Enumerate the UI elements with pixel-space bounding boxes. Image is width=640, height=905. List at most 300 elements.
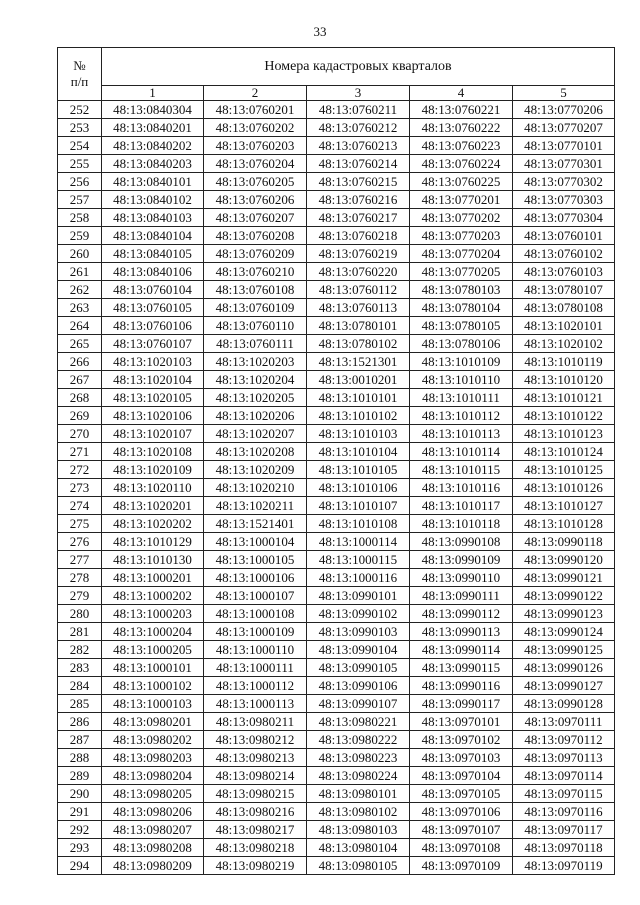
row-number-cell: 294 bbox=[58, 857, 102, 875]
cadastral-number-cell: 48:13:1010107 bbox=[307, 497, 410, 515]
table-row bbox=[58, 299, 615, 317]
row-number-cell: 289 bbox=[58, 767, 102, 785]
cadastral-number-cell: 48:13:0980209 bbox=[102, 857, 204, 875]
cadastral-number-cell: 48:13:1010103 bbox=[307, 425, 410, 443]
cadastral-number-cell: 48:13:0760105 bbox=[102, 299, 204, 317]
cadastral-number-cell: 48:13:0780104 bbox=[410, 299, 513, 317]
table-row bbox=[58, 371, 615, 389]
table-row bbox=[58, 857, 615, 875]
cadastral-number-cell: 48:13:1010106 bbox=[307, 479, 410, 497]
cadastral-number-cell: 48:13:1010125 bbox=[513, 461, 615, 479]
cadastral-number-cell: 48:13:0980223 bbox=[307, 749, 410, 767]
cadastral-number-cell: 48:13:0760216 bbox=[307, 191, 410, 209]
cadastral-number-cell: 48:13:0970103 bbox=[410, 749, 513, 767]
row-number-cell: 281 bbox=[58, 623, 102, 641]
cadastral-number-cell: 48:13:0980211 bbox=[204, 713, 307, 731]
cadastral-number-cell: 48:13:0990106 bbox=[307, 677, 410, 695]
cadastral-number-cell: 48:13:1010124 bbox=[513, 443, 615, 461]
cadastral-number-cell: 48:13:0980203 bbox=[102, 749, 204, 767]
cadastral-number-cell: 48:13:0780106 bbox=[410, 335, 513, 353]
row-number-cell: 257 bbox=[58, 191, 102, 209]
cadastral-number-cell: 48:13:0760107 bbox=[102, 335, 204, 353]
cadastral-number-cell: 48:13:1020108 bbox=[102, 443, 204, 461]
cadastral-number-cell: 48:13:1010115 bbox=[410, 461, 513, 479]
cadastral-number-cell: 48:13:0760108 bbox=[204, 281, 307, 299]
cadastral-number-cell: 48:13:0780108 bbox=[513, 299, 615, 317]
cadastral-number-cell: 48:13:0010201 bbox=[307, 371, 410, 389]
cadastral-number-cell: 48:13:1020206 bbox=[204, 407, 307, 425]
cadastral-number-cell: 48:13:1010113 bbox=[410, 425, 513, 443]
cadastral-number-cell: 48:13:1000112 bbox=[204, 677, 307, 695]
cadastral-number-cell: 48:13:0760101 bbox=[513, 227, 615, 245]
cadastral-number-cell: 48:13:0770301 bbox=[513, 155, 615, 173]
table-row bbox=[58, 335, 615, 353]
table-row bbox=[58, 209, 615, 227]
cadastral-number-cell: 48:13:0970115 bbox=[513, 785, 615, 803]
row-number-cell: 265 bbox=[58, 335, 102, 353]
table-row bbox=[58, 677, 615, 695]
row-number-cell: 268 bbox=[58, 389, 102, 407]
cadastral-number-cell: 48:13:1010111 bbox=[410, 389, 513, 407]
cadastral-number-cell: 48:13:0990121 bbox=[513, 569, 615, 587]
row-number-cell: 284 bbox=[58, 677, 102, 695]
row-number-cell: 264 bbox=[58, 317, 102, 335]
cadastral-number-cell: 48:13:0760209 bbox=[204, 245, 307, 263]
row-number-cell: 276 bbox=[58, 533, 102, 551]
cadastral-number-cell: 48:13:1020110 bbox=[102, 479, 204, 497]
table-row bbox=[58, 443, 615, 461]
row-number-cell: 256 bbox=[58, 173, 102, 191]
cadastral-number-cell: 48:13:0760215 bbox=[307, 173, 410, 191]
cadastral-number-cell: 48:13:1000111 bbox=[204, 659, 307, 677]
cadastral-number-cell: 48:13:1020201 bbox=[102, 497, 204, 515]
cadastral-number-cell: 48:13:0980213 bbox=[204, 749, 307, 767]
table-row bbox=[58, 425, 615, 443]
cadastral-number-cell: 48:13:1020210 bbox=[204, 479, 307, 497]
cadastral-number-cell: 48:13:0780102 bbox=[307, 335, 410, 353]
row-number-cell: 253 bbox=[58, 119, 102, 137]
cadastral-number-cell: 48:13:0770304 bbox=[513, 209, 615, 227]
cadastral-number-cell: 48:13:0990101 bbox=[307, 587, 410, 605]
cadastral-number-cell: 48:13:1020205 bbox=[204, 389, 307, 407]
cadastral-number-cell: 48:13:0980104 bbox=[307, 839, 410, 857]
cadastral-number-cell: 48:13:0770206 bbox=[513, 101, 615, 119]
table-row bbox=[58, 497, 615, 515]
cadastral-number-cell: 48:13:0990102 bbox=[307, 605, 410, 623]
row-number-cell: 271 bbox=[58, 443, 102, 461]
row-number-cell: 258 bbox=[58, 209, 102, 227]
table-row bbox=[58, 569, 615, 587]
cadastral-number-cell: 48:13:1000107 bbox=[204, 587, 307, 605]
row-number-cell: 286 bbox=[58, 713, 102, 731]
cadastral-number-cell: 48:13:0760204 bbox=[204, 155, 307, 173]
row-number-cell: 270 bbox=[58, 425, 102, 443]
cadastral-number-cell: 48:13:1020204 bbox=[204, 371, 307, 389]
cadastral-number-cell: 48:13:0840102 bbox=[102, 191, 204, 209]
cadastral-number-cell: 48:13:1010105 bbox=[307, 461, 410, 479]
cadastral-number-cell: 48:13:0760225 bbox=[410, 173, 513, 191]
cadastral-number-cell: 48:13:1010127 bbox=[513, 497, 615, 515]
cadastral-number-cell: 48:13:0980217 bbox=[204, 821, 307, 839]
cadastral-number-cell: 48:13:1010120 bbox=[513, 371, 615, 389]
column-number-3: 3 bbox=[307, 86, 410, 101]
cadastral-number-cell: 48:13:1000103 bbox=[102, 695, 204, 713]
cadastral-number-cell: 48:13:0990108 bbox=[410, 533, 513, 551]
cadastral-number-cell: 48:13:0980207 bbox=[102, 821, 204, 839]
cadastral-number-cell: 48:13:0990125 bbox=[513, 641, 615, 659]
cadastral-number-cell: 48:13:1010130 bbox=[102, 551, 204, 569]
cadastral-number-cell: 48:13:1020101 bbox=[513, 317, 615, 335]
table-row bbox=[58, 839, 615, 857]
cadastral-number-cell: 48:13:1010119 bbox=[513, 353, 615, 371]
cadastral-number-cell: 48:13:1000203 bbox=[102, 605, 204, 623]
cadastral-number-cell: 48:13:0990111 bbox=[410, 587, 513, 605]
cadastral-number-cell: 48:13:0980202 bbox=[102, 731, 204, 749]
cadastral-number-cell: 48:13:1010122 bbox=[513, 407, 615, 425]
row-number-cell: 292 bbox=[58, 821, 102, 839]
row-number-cell: 279 bbox=[58, 587, 102, 605]
cadastral-number-cell: 48:13:1000102 bbox=[102, 677, 204, 695]
page-number: 33 bbox=[313, 24, 327, 39]
cadastral-number-cell: 48:13:0980201 bbox=[102, 713, 204, 731]
row-number-cell: 273 bbox=[58, 479, 102, 497]
cadastral-number-cell: 48:13:1020103 bbox=[102, 353, 204, 371]
cadastral-number-cell: 48:13:1020207 bbox=[204, 425, 307, 443]
cadastral-number-cell: 48:13:0990112 bbox=[410, 605, 513, 623]
cadastral-number-cell: 48:13:0970119 bbox=[513, 857, 615, 875]
cadastral-number-cell: 48:13:0760202 bbox=[204, 119, 307, 137]
cadastral-number-cell: 48:13:0770202 bbox=[410, 209, 513, 227]
column-number-row bbox=[58, 86, 615, 101]
cadastral-number-cell: 48:13:0980215 bbox=[204, 785, 307, 803]
table-row bbox=[58, 155, 615, 173]
table-row bbox=[58, 353, 615, 371]
row-number-cell: 263 bbox=[58, 299, 102, 317]
cadastral-number-cell: 48:13:1020104 bbox=[102, 371, 204, 389]
table-row bbox=[58, 749, 615, 767]
cadastral-number-cell: 48:13:0980212 bbox=[204, 731, 307, 749]
cadastral-number-cell: 48:13:0760113 bbox=[307, 299, 410, 317]
cadastral-number-cell: 48:13:0980216 bbox=[204, 803, 307, 821]
cadastral-number-cell: 48:13:1020203 bbox=[204, 353, 307, 371]
table-row bbox=[58, 533, 615, 551]
cadastral-number-cell: 48:13:1000109 bbox=[204, 623, 307, 641]
cadastral-number-cell: 48:13:0980205 bbox=[102, 785, 204, 803]
cadastral-number-cell: 48:13:0990127 bbox=[513, 677, 615, 695]
cadastral-number-cell: 48:13:0840203 bbox=[102, 155, 204, 173]
cadastral-number-cell: 48:13:0770302 bbox=[513, 173, 615, 191]
cadastral-number-cell: 48:13:0980224 bbox=[307, 767, 410, 785]
cadastral-number-cell: 48:13:0760214 bbox=[307, 155, 410, 173]
row-number-cell: 280 bbox=[58, 605, 102, 623]
cadastral-number-cell: 48:13:1010118 bbox=[410, 515, 513, 533]
cadastral-number-cell: 48:13:0770303 bbox=[513, 191, 615, 209]
cadastral-number-cell: 48:13:1010114 bbox=[410, 443, 513, 461]
table-row bbox=[58, 101, 615, 119]
cadastral-number-cell: 48:13:0990105 bbox=[307, 659, 410, 677]
cadastral-number-cell: 48:13:1020106 bbox=[102, 407, 204, 425]
table-row bbox=[58, 785, 615, 803]
cadastral-number-cell: 48:13:0980222 bbox=[307, 731, 410, 749]
cadastral-number-cell: 48:13:1000116 bbox=[307, 569, 410, 587]
cadastral-number-cell: 48:13:0990124 bbox=[513, 623, 615, 641]
cadastral-number-cell: 48:13:0980214 bbox=[204, 767, 307, 785]
cadastral-number-cell: 48:13:0770101 bbox=[513, 137, 615, 155]
row-number-cell: 288 bbox=[58, 749, 102, 767]
cadastral-number-cell: 48:13:0970109 bbox=[410, 857, 513, 875]
cadastral-number-cell: 48:13:0840106 bbox=[102, 263, 204, 281]
cadastral-number-cell: 48:13:0990123 bbox=[513, 605, 615, 623]
cadastral-number-cell: 48:13:0840105 bbox=[102, 245, 204, 263]
cadastral-number-cell: 48:13:0970101 bbox=[410, 713, 513, 731]
cadastral-number-cell: 48:13:0970108 bbox=[410, 839, 513, 857]
cadastral-number-cell: 48:13:0760208 bbox=[204, 227, 307, 245]
cadastral-number-cell: 48:13:0760206 bbox=[204, 191, 307, 209]
row-number-cell: 252 bbox=[58, 101, 102, 119]
cadastral-number-cell: 48:13:1020109 bbox=[102, 461, 204, 479]
table-row bbox=[58, 515, 615, 533]
cadastral-number-cell: 48:13:0760217 bbox=[307, 209, 410, 227]
table-row bbox=[58, 317, 615, 335]
cadastral-number-cell: 48:13:1010123 bbox=[513, 425, 615, 443]
cadastral-number-cell: 48:13:1521301 bbox=[307, 353, 410, 371]
row-number-cell: 255 bbox=[58, 155, 102, 173]
cadastral-number-cell: 48:13:0990115 bbox=[410, 659, 513, 677]
table-row bbox=[58, 713, 615, 731]
cadastral-number-cell: 48:13:0990110 bbox=[410, 569, 513, 587]
row-number-cell: 278 bbox=[58, 569, 102, 587]
cadastral-number-cell: 48:13:0970105 bbox=[410, 785, 513, 803]
cadastral-number-cell: 48:13:0760211 bbox=[307, 101, 410, 119]
cadastral-number-cell: 48:13:0990109 bbox=[410, 551, 513, 569]
row-number-cell: 269 bbox=[58, 407, 102, 425]
cadastral-number-cell: 48:13:1010126 bbox=[513, 479, 615, 497]
table-row bbox=[58, 461, 615, 479]
table-row bbox=[58, 605, 615, 623]
cadastral-number-cell: 48:13:0760112 bbox=[307, 281, 410, 299]
cadastral-number-cell: 48:13:0990117 bbox=[410, 695, 513, 713]
cadastral-number-cell: 48:13:0760201 bbox=[204, 101, 307, 119]
cadastral-number-cell: 48:13:0780105 bbox=[410, 317, 513, 335]
cadastral-number-cell: 48:13:0760203 bbox=[204, 137, 307, 155]
cadastral-number-cell: 48:13:0970113 bbox=[513, 749, 615, 767]
table-row bbox=[58, 767, 615, 785]
cadastral-number-cell: 48:13:0970102 bbox=[410, 731, 513, 749]
cadastral-number-cell: 48:13:0780103 bbox=[410, 281, 513, 299]
table-row bbox=[58, 137, 615, 155]
cadastral-number-cell: 48:13:0760210 bbox=[204, 263, 307, 281]
table-row bbox=[58, 641, 615, 659]
table-row bbox=[58, 623, 615, 641]
cadastral-number-cell: 48:13:1020209 bbox=[204, 461, 307, 479]
cadastral-number-cell: 48:13:1010112 bbox=[410, 407, 513, 425]
cadastral-number-cell: 48:13:0840103 bbox=[102, 209, 204, 227]
table-row bbox=[58, 821, 615, 839]
table-row bbox=[58, 263, 615, 281]
row-number-cell: 274 bbox=[58, 497, 102, 515]
cadastral-number-cell: 48:13:0780107 bbox=[513, 281, 615, 299]
cadastral-number-cell: 48:13:0990116 bbox=[410, 677, 513, 695]
cadastral-number-cell: 48:13:1010121 bbox=[513, 389, 615, 407]
cadastral-number-cell: 48:13:0760218 bbox=[307, 227, 410, 245]
cadastral-number-cell: 48:13:1010102 bbox=[307, 407, 410, 425]
table-row bbox=[58, 191, 615, 209]
cadastral-number-cell: 48:13:0760110 bbox=[204, 317, 307, 335]
row-number-cell: 293 bbox=[58, 839, 102, 857]
cadastral-number-cell: 48:13:0770205 bbox=[410, 263, 513, 281]
cadastral-number-cell: 48:13:0990126 bbox=[513, 659, 615, 677]
row-number-cell: 291 bbox=[58, 803, 102, 821]
cadastral-number-cell: 48:13:0840202 bbox=[102, 137, 204, 155]
cadastral-number-cell: 48:13:0760106 bbox=[102, 317, 204, 335]
table-row bbox=[58, 803, 615, 821]
cadastral-number-cell: 48:13:0770203 bbox=[410, 227, 513, 245]
cadastral-number-cell: 48:13:0770201 bbox=[410, 191, 513, 209]
cadastral-number-cell: 48:13:1000108 bbox=[204, 605, 307, 623]
cadastral-number-cell: 48:13:1010108 bbox=[307, 515, 410, 533]
table-row bbox=[58, 245, 615, 263]
cadastral-number-cell: 48:13:1010117 bbox=[410, 497, 513, 515]
cadastral-number-cell: 48:13:1000202 bbox=[102, 587, 204, 605]
cadastral-number-cell: 48:13:1000201 bbox=[102, 569, 204, 587]
cadastral-number-cell: 48:13:0760219 bbox=[307, 245, 410, 263]
cadastral-number-cell: 48:13:0760103 bbox=[513, 263, 615, 281]
table-row bbox=[58, 695, 615, 713]
cadastral-number-cell: 48:13:0760224 bbox=[410, 155, 513, 173]
cadastral-number-cell: 48:13:0990120 bbox=[513, 551, 615, 569]
cadastral-number-cell: 48:13:0970104 bbox=[410, 767, 513, 785]
cadastral-number-cell: 48:13:0760207 bbox=[204, 209, 307, 227]
cadastral-number-cell: 48:13:0840201 bbox=[102, 119, 204, 137]
cadastral-number-cell: 48:13:0760102 bbox=[513, 245, 615, 263]
column-number-5: 5 bbox=[513, 86, 615, 101]
cadastral-number-cell: 48:13:0980105 bbox=[307, 857, 410, 875]
row-number-header bbox=[58, 48, 102, 101]
cadastral-number-cell: 48:13:1010129 bbox=[102, 533, 204, 551]
cadastral-number-cell: 48:13:1020107 bbox=[102, 425, 204, 443]
cadastral-number-cell: 48:13:0980218 bbox=[204, 839, 307, 857]
cadastral-number-cell: 48:13:0760205 bbox=[204, 173, 307, 191]
cadastral-number-cell: 48:13:0980102 bbox=[307, 803, 410, 821]
row-number-cell: 261 bbox=[58, 263, 102, 281]
table-row bbox=[58, 389, 615, 407]
table-header-row bbox=[58, 48, 615, 86]
cadastral-number-cell: 48:13:0840304 bbox=[102, 101, 204, 119]
cadastral-number-cell: 48:13:1020208 bbox=[204, 443, 307, 461]
cadastral-quarters-table bbox=[57, 47, 615, 875]
row-number-cell: 287 bbox=[58, 731, 102, 749]
table-title-header: Номера кадастровых кварталов bbox=[102, 48, 615, 86]
cadastral-number-cell: 48:13:0990122 bbox=[513, 587, 615, 605]
cadastral-number-cell: 48:13:1020102 bbox=[513, 335, 615, 353]
cadastral-number-cell: 48:13:0990103 bbox=[307, 623, 410, 641]
cadastral-number-cell: 48:13:0980208 bbox=[102, 839, 204, 857]
cadastral-number-cell: 48:13:1000106 bbox=[204, 569, 307, 587]
cadastral-number-cell: 48:13:0760109 bbox=[204, 299, 307, 317]
cadastral-number-cell: 48:13:1020105 bbox=[102, 389, 204, 407]
table-row bbox=[58, 587, 615, 605]
cadastral-number-cell: 48:13:0760212 bbox=[307, 119, 410, 137]
cadastral-number-cell: 48:13:0980219 bbox=[204, 857, 307, 875]
cadastral-number-cell: 48:13:1000110 bbox=[204, 641, 307, 659]
cadastral-number-cell: 48:13:0990114 bbox=[410, 641, 513, 659]
cadastral-number-cell: 48:13:1000114 bbox=[307, 533, 410, 551]
cadastral-number-cell: 48:13:0840101 bbox=[102, 173, 204, 191]
row-number-cell: 266 bbox=[58, 353, 102, 371]
table-row bbox=[58, 479, 615, 497]
cadastral-number-cell: 48:13:0990104 bbox=[307, 641, 410, 659]
row-number-header-text: № п/п bbox=[70, 58, 89, 89]
cadastral-number-cell: 48:13:0980221 bbox=[307, 713, 410, 731]
cadastral-number-cell: 48:13:0970107 bbox=[410, 821, 513, 839]
cadastral-number-cell: 48:13:0760220 bbox=[307, 263, 410, 281]
cadastral-number-cell: 48:13:0970114 bbox=[513, 767, 615, 785]
cadastral-number-cell: 48:13:0770204 bbox=[410, 245, 513, 263]
cadastral-number-cell: 48:13:1020211 bbox=[204, 497, 307, 515]
cadastral-number-cell: 48:13:0970116 bbox=[513, 803, 615, 821]
cadastral-number-cell: 48:13:0770207 bbox=[513, 119, 615, 137]
table-row bbox=[58, 551, 615, 569]
cadastral-number-cell: 48:13:1020202 bbox=[102, 515, 204, 533]
cadastral-number-cell: 48:13:1000205 bbox=[102, 641, 204, 659]
cadastral-number-cell: 48:13:0840104 bbox=[102, 227, 204, 245]
cadastral-number-cell: 48:13:0980204 bbox=[102, 767, 204, 785]
row-number-cell: 259 bbox=[58, 227, 102, 245]
cadastral-number-cell: 48:13:1010101 bbox=[307, 389, 410, 407]
cadastral-number-cell: 48:13:0760111 bbox=[204, 335, 307, 353]
cadastral-number-cell: 48:13:0970117 bbox=[513, 821, 615, 839]
cadastral-number-cell: 48:13:1010104 bbox=[307, 443, 410, 461]
cadastral-number-cell: 48:13:0970112 bbox=[513, 731, 615, 749]
cadastral-number-cell: 48:13:0980103 bbox=[307, 821, 410, 839]
cadastral-number-cell: 48:13:1010110 bbox=[410, 371, 513, 389]
table-row bbox=[58, 659, 615, 677]
cadastral-number-cell: 48:13:1000101 bbox=[102, 659, 204, 677]
cadastral-number-cell: 48:13:0970106 bbox=[410, 803, 513, 821]
table-row bbox=[58, 173, 615, 191]
cadastral-number-cell: 48:13:0780101 bbox=[307, 317, 410, 335]
cadastral-number-cell: 48:13:0980101 bbox=[307, 785, 410, 803]
cadastral-number-cell: 48:13:0760222 bbox=[410, 119, 513, 137]
cadastral-number-cell: 48:13:1000204 bbox=[102, 623, 204, 641]
row-number-cell: 275 bbox=[58, 515, 102, 533]
cadastral-number-cell: 48:13:1000113 bbox=[204, 695, 307, 713]
row-number-cell: 272 bbox=[58, 461, 102, 479]
table-row bbox=[58, 407, 615, 425]
row-number-cell: 267 bbox=[58, 371, 102, 389]
cadastral-number-cell: 48:13:0760213 bbox=[307, 137, 410, 155]
row-number-cell: 277 bbox=[58, 551, 102, 569]
row-number-cell: 262 bbox=[58, 281, 102, 299]
row-number-cell: 290 bbox=[58, 785, 102, 803]
cadastral-number-cell: 48:13:1010116 bbox=[410, 479, 513, 497]
column-number-2: 2 bbox=[204, 86, 307, 101]
row-number-cell: 283 bbox=[58, 659, 102, 677]
cadastral-number-cell: 48:13:0970111 bbox=[513, 713, 615, 731]
cadastral-number-cell: 48:13:1521401 bbox=[204, 515, 307, 533]
cadastral-number-cell: 48:13:0760104 bbox=[102, 281, 204, 299]
cadastral-number-cell: 48:13:0760221 bbox=[410, 101, 513, 119]
table-row bbox=[58, 281, 615, 299]
cadastral-number-cell: 48:13:1010128 bbox=[513, 515, 615, 533]
cadastral-number-cell: 48:13:0990118 bbox=[513, 533, 615, 551]
table-row bbox=[58, 119, 615, 137]
table-row bbox=[58, 227, 615, 245]
cadastral-number-cell: 48:13:1010109 bbox=[410, 353, 513, 371]
cadastral-number-cell: 48:13:0990107 bbox=[307, 695, 410, 713]
cadastral-number-cell: 48:13:0970118 bbox=[513, 839, 615, 857]
row-number-cell: 282 bbox=[58, 641, 102, 659]
